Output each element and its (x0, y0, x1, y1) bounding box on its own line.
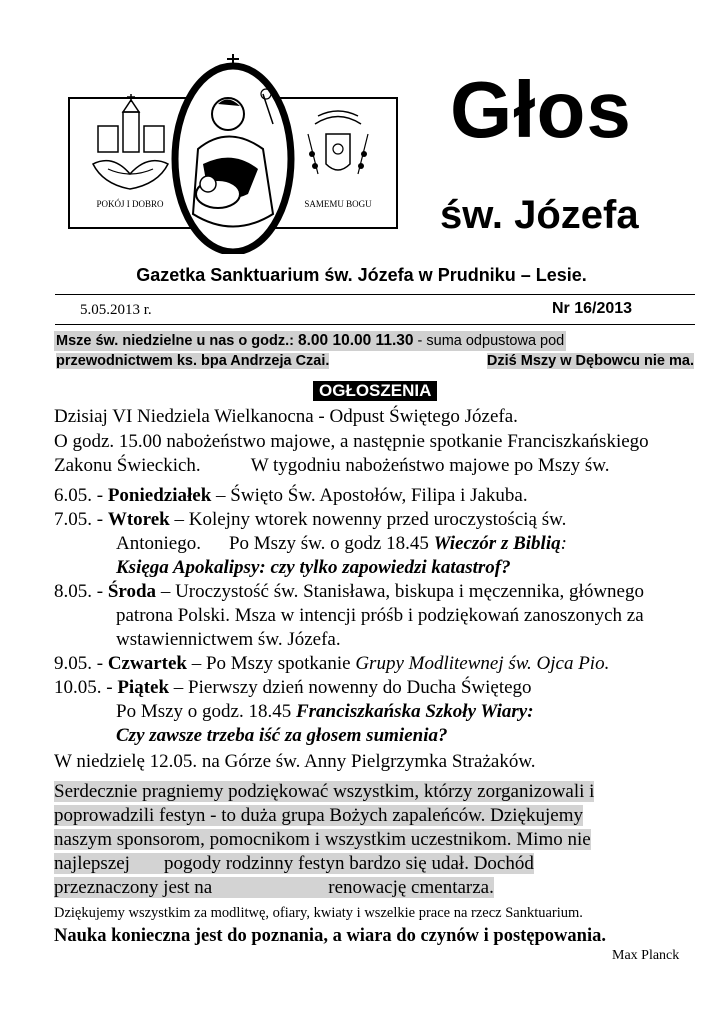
logo-left-label: POKÓJ I DOBRO (96, 199, 164, 209)
church-icon (93, 94, 168, 189)
tuesday-item-cont: Antoniego. Po Mszy św. o godz 18.45 Wieczór z Biblią: (116, 533, 567, 554)
thursday-item: 9.05. - Czwartek – Po Mszy spotkanie Grupy Modlitewnej św. Ojca Pio. (54, 653, 610, 674)
festyn-line: naszym sponsorom, pomocnikom i wszystkim uczestnikom. Mimo nie (54, 829, 591, 850)
wednesday-item: 8.05. - Środa – Uroczystość św. Stanisława, biskupa i męczennika, głównego (54, 581, 644, 602)
closing-quote: Nauka konieczna jest do poznania, a wiara do czynów i postępowania. (54, 926, 606, 946)
divider (55, 324, 695, 325)
coat-of-arms-icon (308, 111, 368, 174)
festyn-line: Serdecznie pragniemy podziękować wszystkim, którzy zorganizowali i (54, 781, 595, 802)
wednesday-item-cont: wstawiennictwem św. Józefa. (116, 629, 341, 650)
tagline: Gazetka Sanktuarium św. Józefa w Prudniku – Lesie. (136, 265, 587, 285)
wednesday-item-cont: patrona Polski. Msza w intencji próśb i podziękowań zanoszonych za (116, 605, 644, 626)
issue-date: 5.05.2013 r. (80, 302, 152, 318)
friday-item-topic: Czy zawsze trzeba iść za głosem sumienia? (116, 725, 448, 746)
monday-item: 6.05. - Poniedziałek – Święto Św. Apostołów, Filipa i Jakuba. (54, 485, 528, 506)
intro-line: Dzisiaj VI Niedziela Wielkanocna - Odpust Świętego Józefa. (54, 406, 518, 427)
mass-notice-line2 (54, 352, 696, 370)
saint-joseph-oval-image (175, 54, 291, 252)
mass-times-line (54, 331, 566, 351)
divider (55, 294, 695, 295)
friday-item-cont: Po Mszy o godz. 18.45 Franciszkańska Szkoły Wiary: (116, 701, 534, 722)
logo-right-label: SAMEMU BOGU (304, 199, 372, 209)
friday-item: 10.05. - Piątek – Pierwszy dzień nowenny do Ducha Świętego (54, 677, 532, 698)
mass-times-suffix: - suma odpustowa pod (413, 333, 565, 349)
newspaper-title: Głos (450, 65, 632, 154)
mass-notice-debowiec: Dziś Mszy w Dębowcu nie ma. (486, 353, 694, 369)
sunday-item: W niedzielę 12.05. na Górze św. Anny Pielgrzymka Strażaków. (54, 751, 536, 772)
festyn-line: najlepszej pogody rodzinny festyn bardzo się udał. Dochód (54, 853, 534, 874)
quote-author: Max Planck (612, 948, 680, 963)
intro-line: O godz. 15.00 nabożeństwo majowe, a następnie spotkanie Franciszkańskiego (54, 431, 649, 452)
announcements-heading: OGŁOSZENIA (313, 381, 437, 401)
tuesday-item-topic: Księga Apokalipsy: czy tylko zapowiedzi katastrof? (116, 557, 511, 578)
festyn-line: poprowadzili festyn - to duża grupa Bożych zapaleńców. Dziękujemy (54, 805, 583, 826)
intro-line: Zakonu Świeckich. W tygodniu nabożeństwo majowe po Mszy św. (54, 455, 610, 476)
newspaper-subtitle: św. Józefa (440, 193, 639, 237)
mass-notice-celebrant: przewodnictwem ks. bpa Andrzeja Czai. (56, 353, 330, 369)
mass-times-values: 8.00 10.00 11.30 (297, 332, 414, 349)
masthead-logo (68, 54, 398, 254)
festyn-line: przeznaczony jest na renowację cmentarza. (54, 877, 494, 898)
issue-number: Nr 16/2013 (552, 300, 633, 317)
tuesday-item: 7.05. - Wtorek – Kolejny wtorek nowenny przed uroczystością św. (54, 509, 567, 530)
mass-times-prefix: Msze św. niedzielne u nas o godz.: (56, 333, 294, 349)
closing-thanks: Dziękujemy wszystkim za modlitwę, ofiary, kwiaty i wszelkie prace na rzecz Sanktuarium. (54, 905, 583, 921)
